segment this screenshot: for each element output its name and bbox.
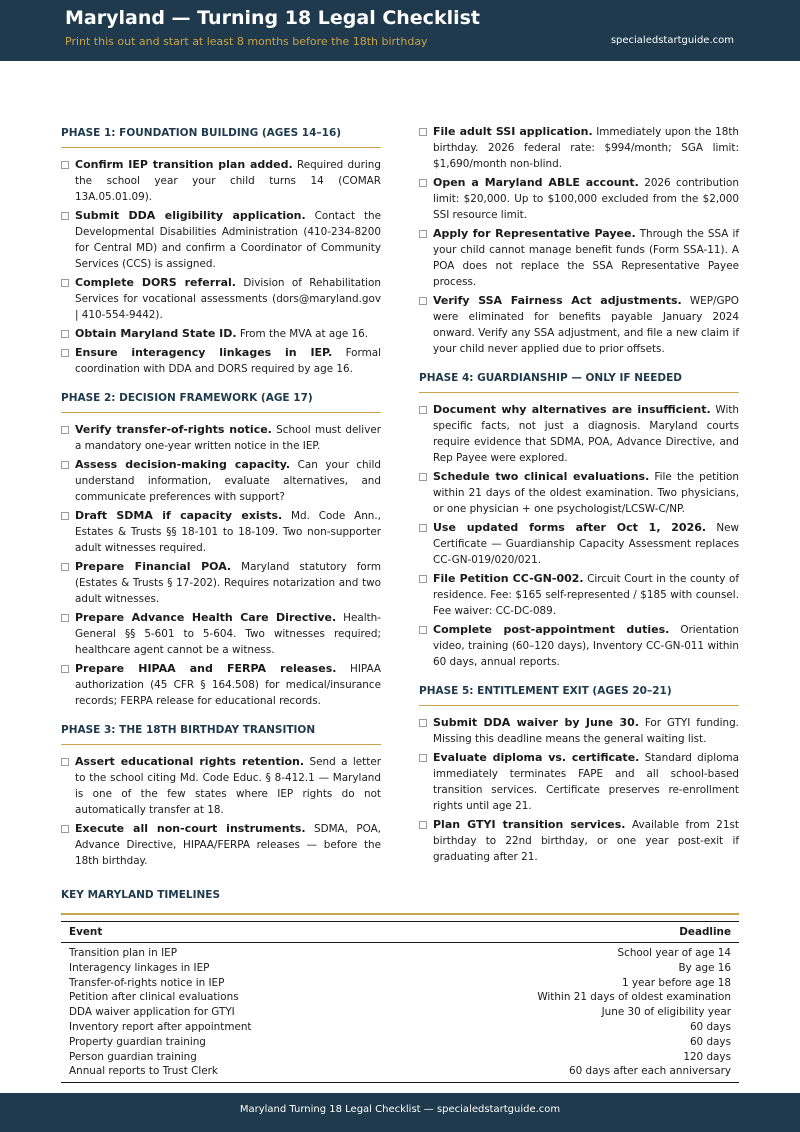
item-body: Available from 21st birthday to 22nd birthday, or one year post-exit if graduating after 21. bbox=[433, 819, 739, 863]
item-lead: Plan GTYI transition services. bbox=[433, 818, 626, 831]
event-cell: Property guardian training bbox=[69, 1035, 206, 1048]
item-lead: Draft SDMA if capacity exists. bbox=[75, 509, 283, 522]
checkbox[interactable] bbox=[61, 825, 69, 833]
checkbox[interactable] bbox=[419, 524, 427, 532]
checklist-item bbox=[419, 622, 739, 670]
item-lead: Verify SSA Fairness Act adjustments. bbox=[433, 294, 682, 307]
checkbox[interactable] bbox=[419, 575, 427, 583]
phase-5-title: PHASE 5: ENTITLEMENT EXIT (AGES 20–21) bbox=[419, 682, 739, 706]
table-row bbox=[61, 1020, 739, 1035]
table-row bbox=[61, 943, 739, 961]
table-row bbox=[61, 990, 739, 1005]
checklist-item bbox=[61, 275, 381, 323]
item-body: Can your child understand information, evaluate alternatives, and communicate preferences with support? bbox=[75, 459, 381, 503]
item-lead: Evaluate diploma vs. certificate. bbox=[433, 751, 640, 764]
page-title: Maryland — Turning 18 Legal Checklist bbox=[65, 7, 480, 29]
phase-4-title: PHASE 4: GUARDIANSHIP — ONLY IF NEEDED bbox=[419, 369, 739, 393]
page-subtitle: Print this out and start at least 8 months before the 18th birthday bbox=[65, 35, 428, 48]
checklist-item bbox=[61, 326, 381, 342]
checklist-item bbox=[61, 157, 381, 205]
deadline-cell: By age 16 bbox=[678, 961, 731, 974]
checkbox[interactable] bbox=[61, 349, 69, 357]
checklist-item bbox=[419, 469, 739, 517]
checkbox[interactable] bbox=[419, 230, 427, 238]
deadline-cell: Within 21 days of oldest examination bbox=[537, 991, 731, 1004]
checkbox[interactable] bbox=[61, 279, 69, 287]
deadline-cell: 120 days bbox=[683, 1050, 731, 1063]
timelines-table bbox=[61, 921, 739, 1083]
checklist-item bbox=[61, 559, 381, 607]
item-lead: Prepare Financial POA. bbox=[75, 560, 232, 573]
table-row bbox=[61, 1005, 739, 1020]
item-lead: Obtain Maryland State ID. bbox=[75, 327, 237, 340]
table-row bbox=[61, 976, 739, 991]
table-row bbox=[61, 1064, 739, 1082]
item-lead: Complete post-appointment duties. bbox=[433, 623, 670, 636]
item-lead: Verify transfer-of-rights notice. bbox=[75, 423, 272, 436]
item-body: Orientation video, training (60–120 days), Inventory CC-GN-011 within 60 days, annual reports. bbox=[433, 624, 739, 668]
deadline-cell: 60 days bbox=[689, 1035, 731, 1048]
item-body: New Certificate — Guardianship Capacity Assessment replaces CC-GN-019/020/021. bbox=[433, 522, 739, 566]
phase-3-title: PHASE 3: THE 18TH BIRTHDAY TRANSITION bbox=[61, 721, 381, 745]
event-cell: Person guardian training bbox=[69, 1050, 197, 1063]
phase-1-title: PHASE 1: FOUNDATION BUILDING (AGES 14–16) bbox=[61, 124, 381, 148]
checkbox[interactable] bbox=[419, 821, 427, 829]
item-body: SDMA, POA, Advance Directive, HIPAA/FERPA releases — before the 18th birthday. bbox=[75, 823, 381, 867]
event-cell: Annual reports to Trust Clerk bbox=[61, 1064, 391, 1082]
phase-2-title: PHASE 2: DECISION FRAMEWORK (AGE 17) bbox=[61, 389, 381, 413]
item-lead: Prepare Advance Health Care Directive. bbox=[75, 611, 337, 624]
item-lead: Schedule two clinical evaluations. bbox=[433, 470, 650, 483]
item-body: Division of Rehabilitation Services for vocational assessments (dors@maryland.gov | 410-554-9442). bbox=[75, 277, 381, 321]
item-body: Health-General §§ 5-601 to 5-604. Two witnesses required; healthcare agent cannot be a witness. bbox=[75, 612, 381, 656]
timelines-title: KEY MARYLAND TIMELINES bbox=[61, 889, 221, 901]
event-cell: Inventory report after appointment bbox=[69, 1020, 252, 1033]
deadline-cell: 1 year before age 18 bbox=[621, 976, 731, 989]
checkbox[interactable] bbox=[419, 179, 427, 187]
item-body: School must deliver a mandatory one-year written notice in the IEP. bbox=[75, 424, 382, 452]
item-body: Required during the school year your child turns 14 (COMAR 13A.05.01.09). bbox=[75, 159, 381, 203]
item-body: Md. Code Ann., Estates & Trusts §§ 18-101 to 18-109. Two non-supporter adult witnesses required. bbox=[75, 510, 381, 554]
event-cell: Transfer-of-rights notice in IEP bbox=[69, 976, 225, 989]
item-lead: Submit DDA waiver by June 30. bbox=[433, 716, 639, 729]
page-header bbox=[0, 0, 800, 61]
table-row bbox=[61, 1050, 739, 1065]
item-body: Immediately upon the 18th birthday. 2026 federal rate: $994/month; SGA limit: $1,690/month non-blind. bbox=[433, 126, 739, 170]
item-body: Through the SSA if your child cannot manage benefit funds (Form SSA-11). A POA does not replace the SSA Representative Payee process. bbox=[433, 228, 739, 288]
column-header-deadline: Deadline bbox=[391, 922, 739, 943]
checklist-item bbox=[419, 571, 739, 619]
checkbox[interactable] bbox=[419, 406, 427, 414]
checkbox[interactable] bbox=[61, 461, 69, 469]
item-lead: Assess decision-making capacity. bbox=[75, 458, 291, 471]
event-cell: Petition after clinical evaluations bbox=[69, 991, 239, 1004]
right-column bbox=[419, 124, 739, 868]
checkbox[interactable] bbox=[61, 426, 69, 434]
timelines-divider bbox=[61, 913, 739, 915]
item-lead: File adult SSI application. bbox=[433, 125, 593, 138]
checkbox[interactable] bbox=[61, 665, 69, 673]
checkbox[interactable] bbox=[419, 754, 427, 762]
checklist-item bbox=[419, 402, 739, 466]
checkbox[interactable] bbox=[419, 128, 427, 136]
checkbox[interactable] bbox=[419, 297, 427, 305]
table-row bbox=[61, 1035, 739, 1050]
item-body: Maryland statutory form (Estates & Trusts § 17-202). Requires notarization and two adult witnesses. bbox=[75, 561, 381, 605]
checklist-item bbox=[61, 208, 381, 272]
checklist-item bbox=[61, 754, 381, 818]
checkbox[interactable] bbox=[419, 473, 427, 481]
item-lead: Assert educational rights retention. bbox=[75, 755, 305, 768]
checkbox[interactable] bbox=[61, 161, 69, 169]
checklist-item bbox=[61, 508, 381, 556]
item-lead: Submit DDA eligibility application. bbox=[75, 209, 306, 222]
item-lead: Execute all non-court instruments. bbox=[75, 822, 306, 835]
checkbox[interactable] bbox=[61, 614, 69, 622]
item-lead: Use updated forms after Oct 1, 2026. bbox=[433, 521, 707, 534]
checkbox[interactable] bbox=[419, 626, 427, 634]
footer-text: Maryland Turning 18 Legal Checklist — specialedstartguide.com bbox=[239, 1104, 561, 1115]
deadline-cell: 60 days after each anniversary bbox=[391, 1064, 739, 1082]
item-body: Standard diploma immediately terminates FAPE and all school-based transition services. Certificate preserves re-enrollment rights until age 21. bbox=[433, 752, 739, 812]
item-body: Formal coordination with DDA and DORS required by age 16. bbox=[75, 347, 381, 375]
item-body: Circuit Court in the county of residence. Fee: $165 self-represented / $185 with counsel. Fee waiver: CC-DC-089. bbox=[433, 573, 739, 617]
checklist-item bbox=[419, 817, 739, 865]
item-body: File the petition within 21 days of the oldest examination. Two physicians, or one physician + one psychologist/LCSW-C/NP. bbox=[433, 471, 739, 515]
checklist-item bbox=[61, 457, 381, 505]
deadline-cell: 60 days bbox=[689, 1020, 731, 1033]
deadline-cell: June 30 of eligibility year bbox=[601, 1006, 731, 1019]
item-body: 2026 contribution limit: $20,000. Up to $100,000 excluded from the $2,000 SSI resource limit. bbox=[433, 177, 739, 221]
checkbox[interactable] bbox=[419, 719, 427, 727]
item-body: With specific facts, not just a diagnosis. Maryland courts require evidence that SDMA, POA, Advance Directive, and Rep Payee were explored. bbox=[433, 404, 739, 464]
checklist-item bbox=[61, 422, 381, 454]
event-cell: DDA waiver application for GTYI bbox=[69, 1006, 235, 1019]
item-lead: Document why alternatives are insufficient. bbox=[433, 403, 711, 416]
checklist-item bbox=[61, 661, 381, 709]
left-column bbox=[61, 124, 381, 872]
item-lead: Prepare HIPAA and FERPA releases. bbox=[75, 662, 337, 675]
item-body: Contact the Developmental Disabilities Administration (410-234-8200 for Central MD) and confirm a Coordinator of Community Services (CCS) is assigned. bbox=[75, 210, 381, 270]
checkbox[interactable] bbox=[61, 512, 69, 520]
item-body: WEP/GPO were eliminated for benefits payable January 2024 onward. Verify any SSA adjustment, and file a new claim if your child never applied due to prior offsets. bbox=[433, 295, 739, 355]
item-lead: Complete DORS referral. bbox=[75, 276, 236, 289]
table-row bbox=[61, 961, 739, 976]
header-site-link[interactable]: specialedstartguide.com bbox=[610, 35, 734, 46]
item-lead: Open a Maryland ABLE account. bbox=[433, 176, 639, 189]
checklist-item bbox=[419, 520, 739, 568]
deadline-cell: School year of age 14 bbox=[617, 947, 731, 959]
checklist-item bbox=[61, 345, 381, 377]
checklist-item bbox=[61, 821, 381, 869]
checklist-item bbox=[419, 293, 739, 357]
checkbox[interactable] bbox=[61, 563, 69, 571]
item-lead: File Petition CC-GN-002. bbox=[433, 572, 584, 585]
checkbox[interactable] bbox=[61, 212, 69, 220]
column-header-event: Event bbox=[61, 922, 391, 943]
page-footer bbox=[0, 1093, 800, 1132]
checklist-item bbox=[419, 715, 739, 747]
checklist-item bbox=[419, 226, 739, 290]
checklist-item bbox=[419, 175, 739, 223]
item-body: Send a letter to the school citing Md. Code Educ. § 8-412.1 — Maryland is one of the few states where IEP rights do not automatically transfer at 18. bbox=[75, 756, 381, 816]
checklist-item bbox=[419, 750, 739, 814]
item-lead: Confirm IEP transition plan added. bbox=[75, 158, 293, 171]
checklist-item bbox=[61, 610, 381, 658]
event-cell: Interagency linkages in IEP bbox=[69, 961, 210, 974]
item-lead: Ensure interagency linkages in IEP. bbox=[75, 346, 333, 359]
checkbox[interactable] bbox=[61, 758, 69, 766]
item-body: For GTYI funding. Missing this deadline means the general waiting list. bbox=[433, 717, 739, 745]
item-body: From the MVA at age 16. bbox=[239, 328, 369, 340]
table-header-row bbox=[61, 922, 739, 943]
checkbox[interactable] bbox=[61, 330, 69, 338]
checklist-item bbox=[419, 124, 739, 172]
item-body: HIPAA authorization (45 CFR § 164.508) for medical/insurance records; FERPA release for educational records. bbox=[75, 663, 381, 707]
event-cell: Transition plan in IEP bbox=[69, 947, 177, 959]
item-lead: Apply for Representative Payee. bbox=[433, 227, 636, 240]
